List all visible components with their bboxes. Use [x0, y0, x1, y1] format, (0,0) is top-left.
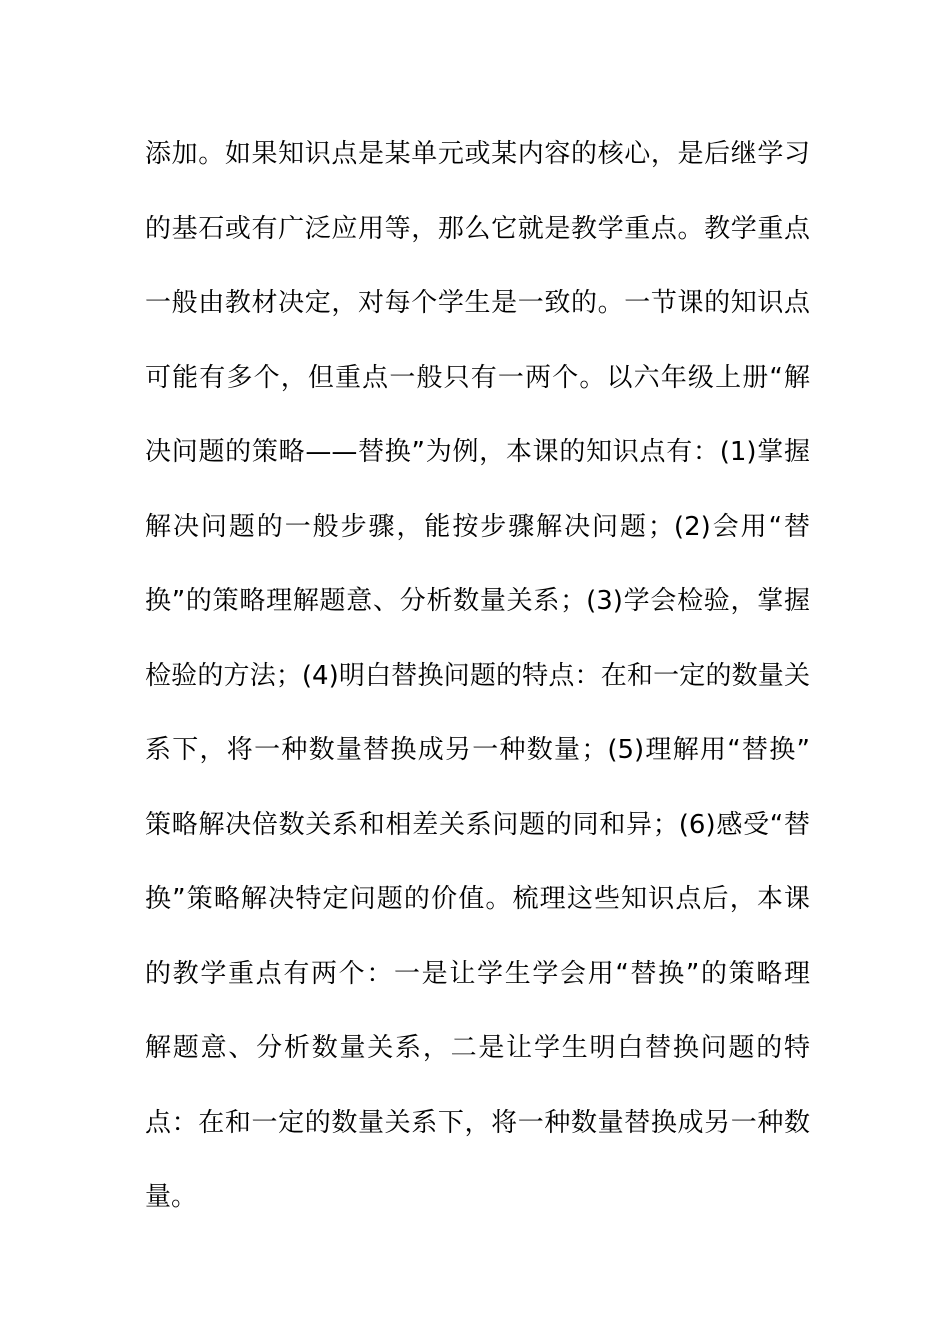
text-line: 可能有多个，但重点一般只有一两个。以六年级上册“解	[145, 362, 810, 393]
text-line: 点：在和一定的数量关系下，将一种数量替换成另一种数	[145, 1107, 810, 1138]
text-line: 检验的方法；(4)明白替换问题的特点：在和一定的数量关	[145, 660, 810, 691]
text-line: 系下，将一种数量替换成另一种数量；(5)理解用“替换”	[145, 735, 810, 765]
text-line: 解决问题的一般步骤，能按步骤解决问题；(2)会用“替	[145, 511, 810, 542]
text-line: 解题意、分析数量关系，二是让学生明白替换问题的特	[145, 1033, 810, 1063]
text-line: 的教学重点有两个：一是让学生学会用“替换”的策略理	[145, 958, 810, 989]
text-line: 添加。如果知识点是某单元或某内容的核心，是后继学习	[145, 139, 810, 169]
text-line: 换”的策略理解题意、分析数量关系；(3)学会检验，掌握	[145, 586, 810, 616]
text-line: 量。	[145, 1182, 198, 1212]
text-line: 决问题的策略——替换”为例，本课的知识点有：(1)掌握	[145, 437, 810, 467]
text-line: 策略解决倍数关系和相差关系问题的同和异；(6)感受“替	[145, 809, 810, 840]
text-line: 一般由教材决定，对每个学生是一致的。一节课的知识点	[145, 288, 810, 318]
text-line: 的基石或有广泛应用等，那么它就是教学重点。教学重点	[145, 213, 810, 244]
text-line: 换”策略解决特定问题的价值。梳理这些知识点后，本课	[145, 884, 810, 914]
body-paragraph	[145, 130, 810, 1248]
